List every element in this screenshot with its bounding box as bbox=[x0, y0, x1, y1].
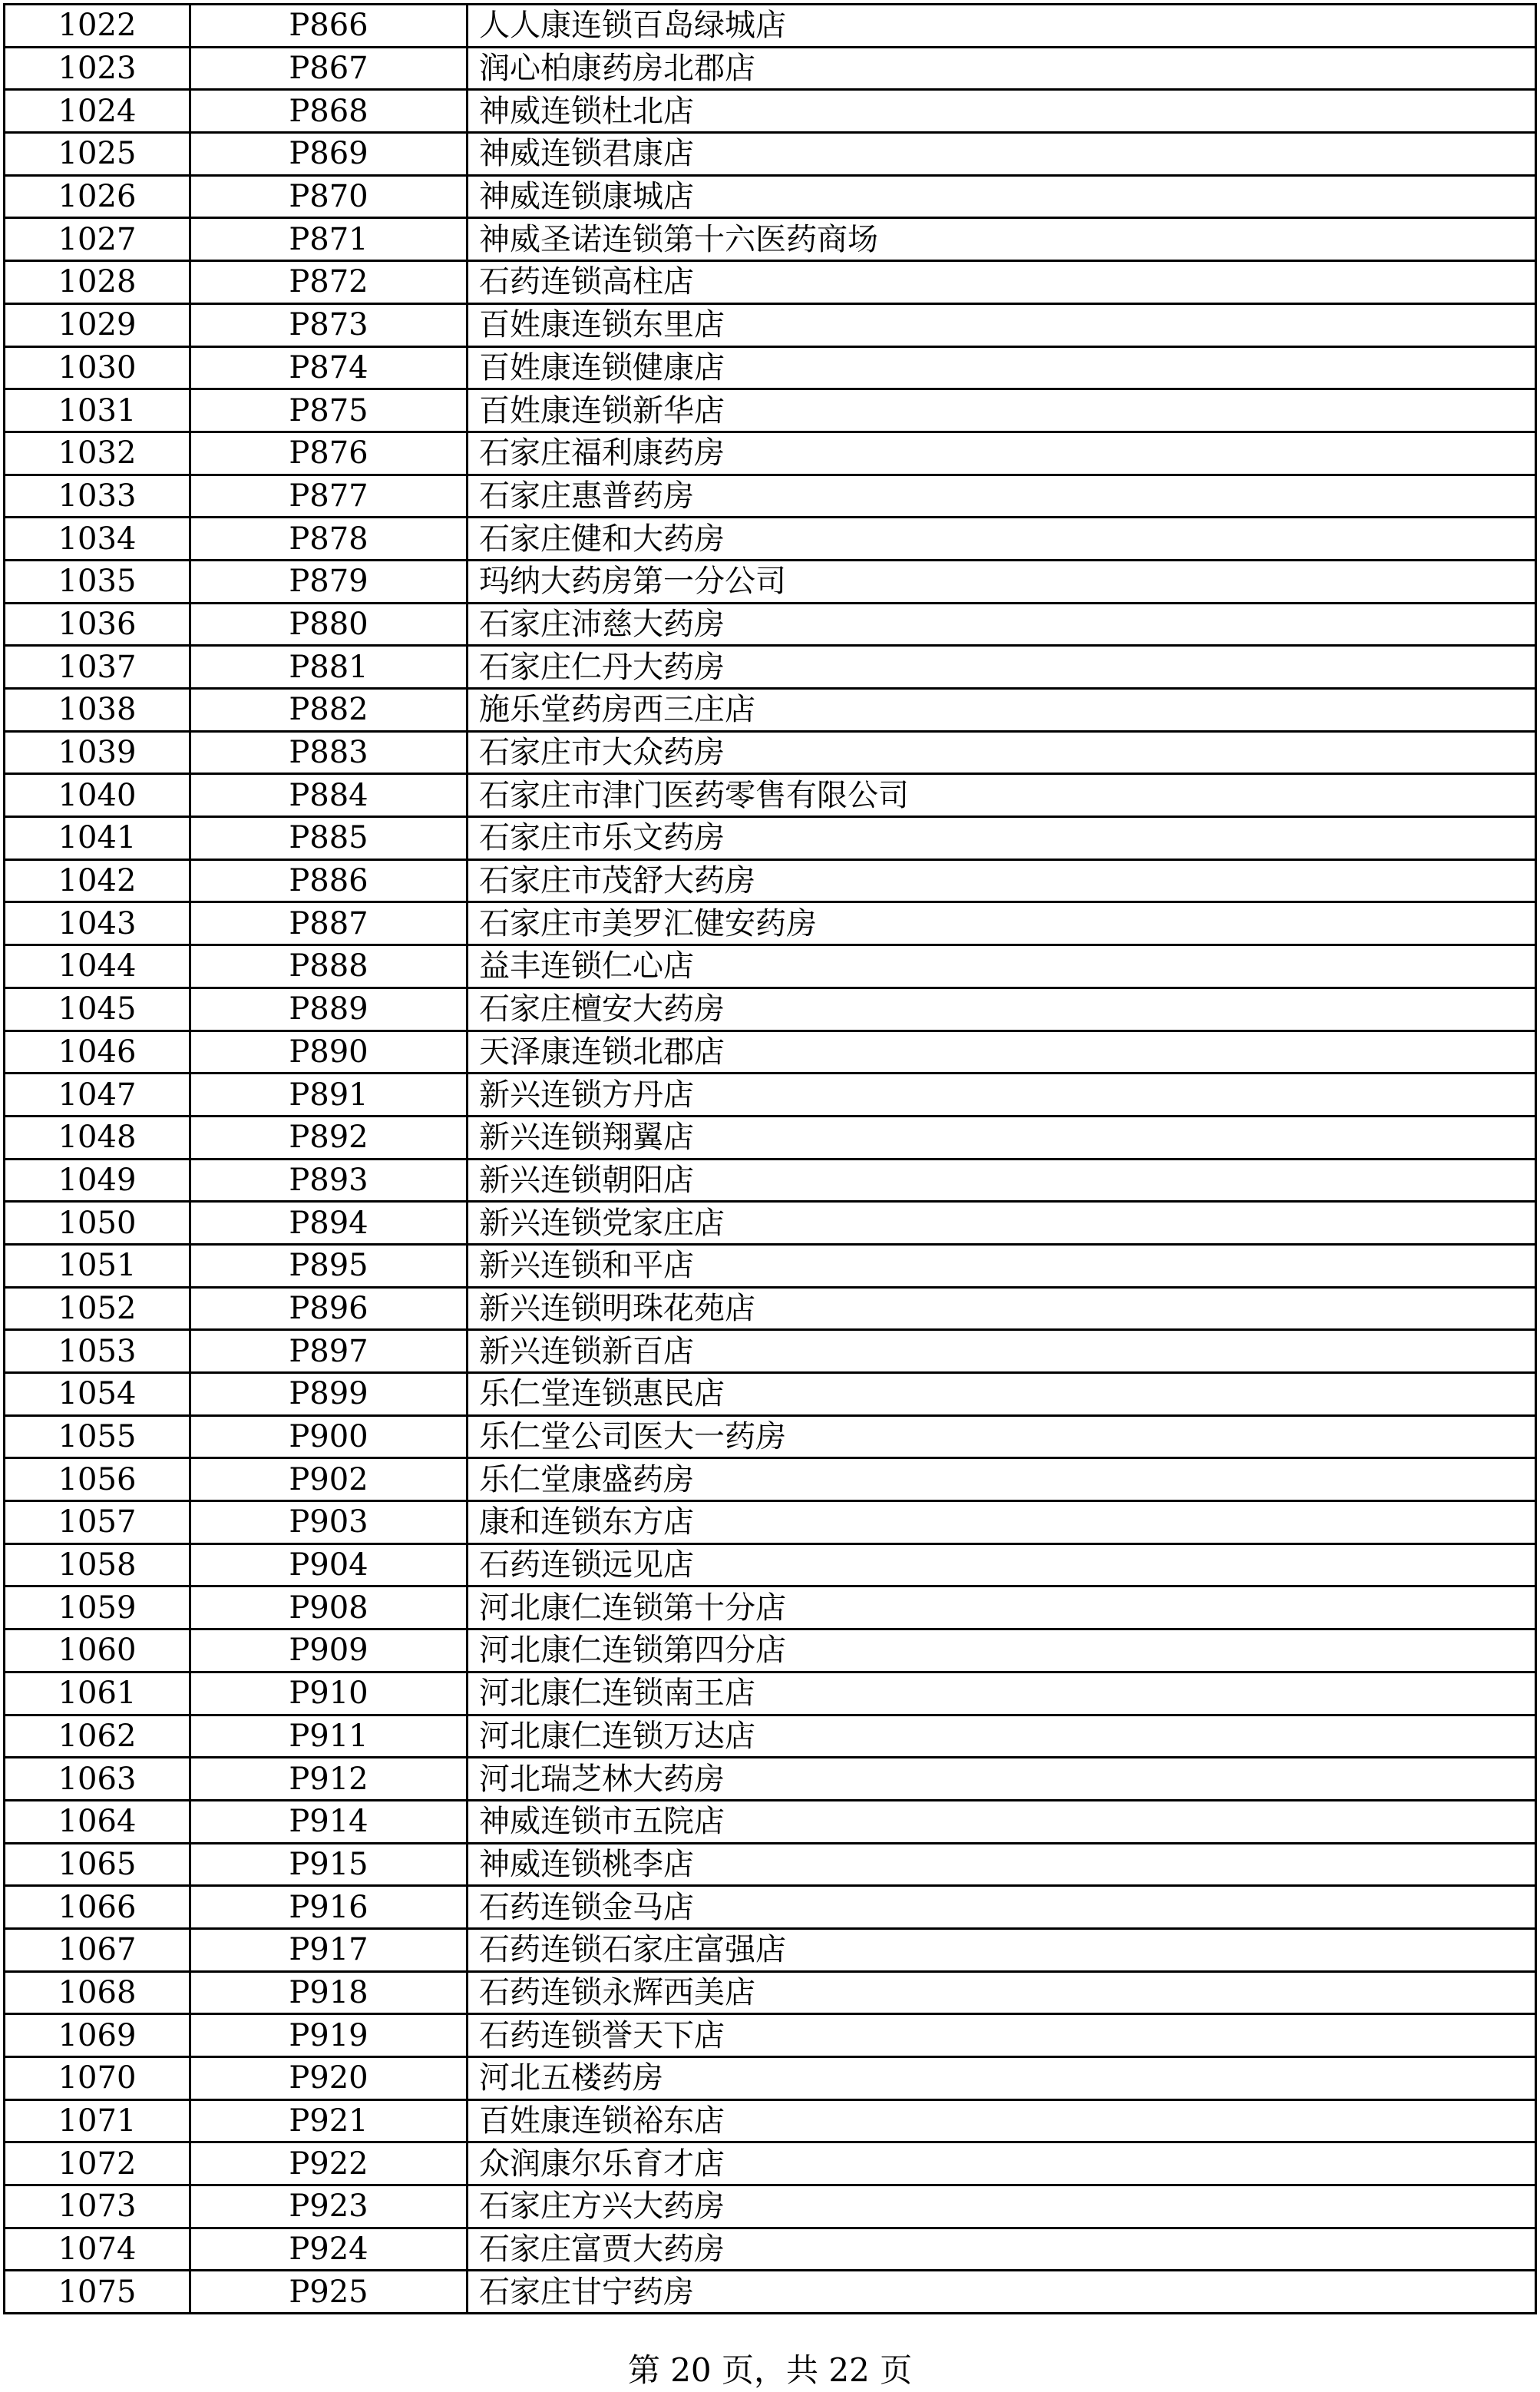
row-code: P925 bbox=[190, 2271, 468, 2314]
row-code: P922 bbox=[190, 2142, 468, 2185]
table-row bbox=[5, 774, 1536, 817]
row-code: P909 bbox=[190, 1629, 468, 1672]
row-number: 1053 bbox=[5, 1330, 190, 1373]
row-name: 乐仁堂公司医大一药房 bbox=[468, 1415, 1536, 1458]
row-code: P920 bbox=[190, 2057, 468, 2100]
table-row bbox=[5, 1415, 1536, 1458]
table-row bbox=[5, 475, 1536, 518]
table-row bbox=[5, 1031, 1536, 1074]
row-name: 新兴连锁党家庄店 bbox=[468, 1202, 1536, 1245]
table-row bbox=[5, 1330, 1536, 1373]
row-number: 1032 bbox=[5, 432, 190, 475]
row-code: P912 bbox=[190, 1758, 468, 1801]
row-name: 润心柏康药房北郡店 bbox=[468, 47, 1536, 90]
row-number: 1056 bbox=[5, 1458, 190, 1501]
row-name: 新兴连锁明珠花苑店 bbox=[468, 1287, 1536, 1330]
row-number: 1070 bbox=[5, 2057, 190, 2100]
row-number: 1073 bbox=[5, 2185, 190, 2228]
row-name: 天泽康连锁北郡店 bbox=[468, 1031, 1536, 1074]
row-number: 1052 bbox=[5, 1287, 190, 1330]
row-name: 神威连锁君康店 bbox=[468, 133, 1536, 176]
row-code: P895 bbox=[190, 1244, 468, 1287]
row-number: 1033 bbox=[5, 475, 190, 518]
row-number: 1047 bbox=[5, 1074, 190, 1117]
table-row bbox=[5, 1287, 1536, 1330]
row-number: 1065 bbox=[5, 1843, 190, 1886]
row-number: 1022 bbox=[5, 5, 190, 48]
row-code: P894 bbox=[190, 1202, 468, 1245]
row-number: 1028 bbox=[5, 261, 190, 304]
row-number: 1040 bbox=[5, 774, 190, 817]
row-name: 新兴连锁翔翼店 bbox=[468, 1116, 1536, 1159]
row-name: 河北康仁连锁第四分店 bbox=[468, 1629, 1536, 1672]
row-name: 河北康仁连锁第十分店 bbox=[468, 1586, 1536, 1629]
row-code: P883 bbox=[190, 731, 468, 774]
table-row bbox=[5, 2099, 1536, 2142]
row-number: 1046 bbox=[5, 1031, 190, 1074]
row-code: P910 bbox=[190, 1672, 468, 1715]
row-code: P917 bbox=[190, 1928, 468, 1971]
row-name: 石家庄健和大药房 bbox=[468, 518, 1536, 561]
row-code: P923 bbox=[190, 2185, 468, 2228]
row-number: 1069 bbox=[5, 2014, 190, 2057]
row-code: P887 bbox=[190, 902, 468, 945]
table-row bbox=[5, 432, 1536, 475]
table-row bbox=[5, 303, 1536, 346]
row-code: P915 bbox=[190, 1843, 468, 1886]
row-name: 神威连锁桃李店 bbox=[468, 1843, 1536, 1886]
row-number: 1067 bbox=[5, 1928, 190, 1971]
row-number: 1071 bbox=[5, 2099, 190, 2142]
row-name: 石药连锁金马店 bbox=[468, 1886, 1536, 1929]
row-name: 石家庄甘宁药房 bbox=[468, 2271, 1536, 2314]
row-name: 神威连锁杜北店 bbox=[468, 90, 1536, 133]
row-number: 1035 bbox=[5, 560, 190, 603]
row-number: 1025 bbox=[5, 133, 190, 176]
table-row bbox=[5, 2057, 1536, 2100]
row-number: 1051 bbox=[5, 1244, 190, 1287]
row-code: P902 bbox=[190, 1458, 468, 1501]
table-row bbox=[5, 175, 1536, 218]
table-row bbox=[5, 689, 1536, 732]
table-row bbox=[5, 1800, 1536, 1843]
table-row bbox=[5, 1501, 1536, 1544]
row-code: P881 bbox=[190, 646, 468, 689]
table-body bbox=[5, 5, 1536, 2314]
row-code: P886 bbox=[190, 859, 468, 902]
table-row bbox=[5, 731, 1536, 774]
table-row bbox=[5, 1672, 1536, 1715]
row-name: 百姓康连锁东里店 bbox=[468, 303, 1536, 346]
row-number: 1023 bbox=[5, 47, 190, 90]
row-code: P919 bbox=[190, 2014, 468, 2057]
row-number: 1043 bbox=[5, 902, 190, 945]
row-code: P893 bbox=[190, 1159, 468, 1202]
row-name: 新兴连锁方丹店 bbox=[468, 1074, 1536, 1117]
row-number: 1037 bbox=[5, 646, 190, 689]
row-number: 1075 bbox=[5, 2271, 190, 2314]
row-name: 玛纳大药房第一分公司 bbox=[468, 560, 1536, 603]
row-number: 1044 bbox=[5, 945, 190, 988]
row-name: 新兴连锁朝阳店 bbox=[468, 1159, 1536, 1202]
row-name: 百姓康连锁裕东店 bbox=[468, 2099, 1536, 2142]
table-row bbox=[5, 2014, 1536, 2057]
row-number: 1055 bbox=[5, 1415, 190, 1458]
table-row bbox=[5, 817, 1536, 860]
table-row bbox=[5, 1928, 1536, 1971]
row-code: P908 bbox=[190, 1586, 468, 1629]
row-number: 1034 bbox=[5, 518, 190, 561]
row-name: 河北瑞芝林大药房 bbox=[468, 1758, 1536, 1801]
row-number: 1041 bbox=[5, 817, 190, 860]
row-code: P891 bbox=[190, 1074, 468, 1117]
table-row bbox=[5, 1116, 1536, 1159]
table-row bbox=[5, 218, 1536, 261]
table-row bbox=[5, 261, 1536, 304]
table-row bbox=[5, 1373, 1536, 1416]
row-name: 石家庄檀安大药房 bbox=[468, 988, 1536, 1031]
table-row bbox=[5, 346, 1536, 389]
row-number: 1030 bbox=[5, 346, 190, 389]
table-row bbox=[5, 1629, 1536, 1672]
row-number: 1031 bbox=[5, 389, 190, 432]
row-name: 石药连锁誉天下店 bbox=[468, 2014, 1536, 2057]
table-row bbox=[5, 1843, 1536, 1886]
row-name: 石药连锁石家庄富强店 bbox=[468, 1928, 1536, 1971]
table-row bbox=[5, 1758, 1536, 1801]
table-row bbox=[5, 603, 1536, 646]
row-number: 1063 bbox=[5, 1758, 190, 1801]
row-number: 1058 bbox=[5, 1543, 190, 1586]
row-number: 1061 bbox=[5, 1672, 190, 1715]
row-code: P911 bbox=[190, 1715, 468, 1758]
row-code: P882 bbox=[190, 689, 468, 732]
row-name: 河北五楼药房 bbox=[468, 2057, 1536, 2100]
table-row bbox=[5, 2228, 1536, 2271]
row-number: 1049 bbox=[5, 1159, 190, 1202]
row-code: P892 bbox=[190, 1116, 468, 1159]
table-row bbox=[5, 646, 1536, 689]
row-name: 众润康尔乐育才店 bbox=[468, 2142, 1536, 2185]
row-code: P871 bbox=[190, 218, 468, 261]
row-code: P896 bbox=[190, 1287, 468, 1330]
row-code: P873 bbox=[190, 303, 468, 346]
table-row bbox=[5, 1715, 1536, 1758]
row-code: P872 bbox=[190, 261, 468, 304]
row-code: P874 bbox=[190, 346, 468, 389]
row-code: P900 bbox=[190, 1415, 468, 1458]
row-number: 1072 bbox=[5, 2142, 190, 2185]
table-row bbox=[5, 518, 1536, 561]
table-row bbox=[5, 47, 1536, 90]
row-code: P897 bbox=[190, 1330, 468, 1373]
row-code: P869 bbox=[190, 133, 468, 176]
table-row bbox=[5, 1971, 1536, 2014]
row-number: 1024 bbox=[5, 90, 190, 133]
row-code: P879 bbox=[190, 560, 468, 603]
table-row bbox=[5, 1586, 1536, 1629]
row-name: 石家庄方兴大药房 bbox=[468, 2185, 1536, 2228]
row-code: P924 bbox=[190, 2228, 468, 2271]
row-code: P888 bbox=[190, 945, 468, 988]
row-number: 1062 bbox=[5, 1715, 190, 1758]
row-name: 石家庄市津门医药零售有限公司 bbox=[468, 774, 1536, 817]
row-name: 石药连锁永辉西美店 bbox=[468, 1971, 1536, 2014]
table-row bbox=[5, 1074, 1536, 1117]
table-row bbox=[5, 2142, 1536, 2185]
row-number: 1060 bbox=[5, 1629, 190, 1672]
row-name: 河北康仁连锁南王店 bbox=[468, 1672, 1536, 1715]
row-name: 益丰连锁仁心店 bbox=[468, 945, 1536, 988]
row-code: P903 bbox=[190, 1501, 468, 1544]
row-name: 石家庄仁丹大药房 bbox=[468, 646, 1536, 689]
table-row bbox=[5, 560, 1536, 603]
row-code: P868 bbox=[190, 90, 468, 133]
table-row bbox=[5, 133, 1536, 176]
row-name: 石家庄福利康药房 bbox=[468, 432, 1536, 475]
row-code: P884 bbox=[190, 774, 468, 817]
row-number: 1064 bbox=[5, 1800, 190, 1843]
row-name: 乐仁堂康盛药房 bbox=[468, 1458, 1536, 1501]
row-code: P880 bbox=[190, 603, 468, 646]
row-name: 石家庄市茂舒大药房 bbox=[468, 859, 1536, 902]
table-row bbox=[5, 988, 1536, 1031]
row-number: 1039 bbox=[5, 731, 190, 774]
row-name: 乐仁堂连锁惠民店 bbox=[468, 1373, 1536, 1416]
row-number: 1029 bbox=[5, 303, 190, 346]
row-code: P870 bbox=[190, 175, 468, 218]
row-name: 新兴连锁新百店 bbox=[468, 1330, 1536, 1373]
row-code: P885 bbox=[190, 817, 468, 860]
row-name: 神威圣诺连锁第十六医药商场 bbox=[468, 218, 1536, 261]
row-name: 石家庄富贾大药房 bbox=[468, 2228, 1536, 2271]
row-number: 1027 bbox=[5, 218, 190, 261]
table-row bbox=[5, 1202, 1536, 1245]
table-row bbox=[5, 1159, 1536, 1202]
row-name: 神威连锁市五院店 bbox=[468, 1800, 1536, 1843]
table-row bbox=[5, 1458, 1536, 1501]
row-number: 1054 bbox=[5, 1373, 190, 1416]
page-footer: 第 20 页，共 22 页 bbox=[627, 2351, 913, 2389]
row-code: P889 bbox=[190, 988, 468, 1031]
row-code: P878 bbox=[190, 518, 468, 561]
row-name: 新兴连锁和平店 bbox=[468, 1244, 1536, 1287]
table-row bbox=[5, 5, 1536, 48]
row-name: 石家庄市美罗汇健安药房 bbox=[468, 902, 1536, 945]
pharmacy-table bbox=[3, 3, 1537, 2314]
row-number: 1068 bbox=[5, 1971, 190, 2014]
row-code: P904 bbox=[190, 1543, 468, 1586]
row-name: 石药连锁高柱店 bbox=[468, 261, 1536, 304]
row-name: 石家庄市大众药房 bbox=[468, 731, 1536, 774]
row-name: 神威连锁康城店 bbox=[468, 175, 1536, 218]
table-row bbox=[5, 2271, 1536, 2314]
row-code: P867 bbox=[190, 47, 468, 90]
row-name: 百姓康连锁健康店 bbox=[468, 346, 1536, 389]
row-code: P876 bbox=[190, 432, 468, 475]
row-number: 1045 bbox=[5, 988, 190, 1031]
row-name: 石家庄惠普药房 bbox=[468, 475, 1536, 518]
row-name: 石药连锁远见店 bbox=[468, 1543, 1536, 1586]
row-number: 1048 bbox=[5, 1116, 190, 1159]
table-row bbox=[5, 859, 1536, 902]
row-name: 河北康仁连锁万达店 bbox=[468, 1715, 1536, 1758]
row-code: P899 bbox=[190, 1373, 468, 1416]
row-code: P916 bbox=[190, 1886, 468, 1929]
row-number: 1050 bbox=[5, 1202, 190, 1245]
table-row bbox=[5, 945, 1536, 988]
table-row bbox=[5, 1886, 1536, 1929]
row-name: 施乐堂药房西三庄店 bbox=[468, 689, 1536, 732]
row-code: P875 bbox=[190, 389, 468, 432]
row-code: P890 bbox=[190, 1031, 468, 1074]
row-name: 康和连锁东方店 bbox=[468, 1501, 1536, 1544]
row-code: P914 bbox=[190, 1800, 468, 1843]
table-row bbox=[5, 90, 1536, 133]
row-name: 人人康连锁百岛绿城店 bbox=[468, 5, 1536, 48]
table-row bbox=[5, 1543, 1536, 1586]
table-row bbox=[5, 902, 1536, 945]
row-number: 1066 bbox=[5, 1886, 190, 1929]
table-row bbox=[5, 389, 1536, 432]
row-number: 1074 bbox=[5, 2228, 190, 2271]
row-name: 石家庄市乐文药房 bbox=[468, 817, 1536, 860]
row-code: P877 bbox=[190, 475, 468, 518]
row-code: P921 bbox=[190, 2099, 468, 2142]
row-number: 1059 bbox=[5, 1586, 190, 1629]
row-code: P866 bbox=[190, 5, 468, 48]
row-number: 1042 bbox=[5, 859, 190, 902]
row-name: 百姓康连锁新华店 bbox=[468, 389, 1536, 432]
row-code: P918 bbox=[190, 1971, 468, 2014]
table-row bbox=[5, 2185, 1536, 2228]
row-number: 1057 bbox=[5, 1501, 190, 1544]
row-name: 石家庄沛慈大药房 bbox=[468, 603, 1536, 646]
row-number: 1038 bbox=[5, 689, 190, 732]
table-row bbox=[5, 1244, 1536, 1287]
row-number: 1026 bbox=[5, 175, 190, 218]
row-number: 1036 bbox=[5, 603, 190, 646]
